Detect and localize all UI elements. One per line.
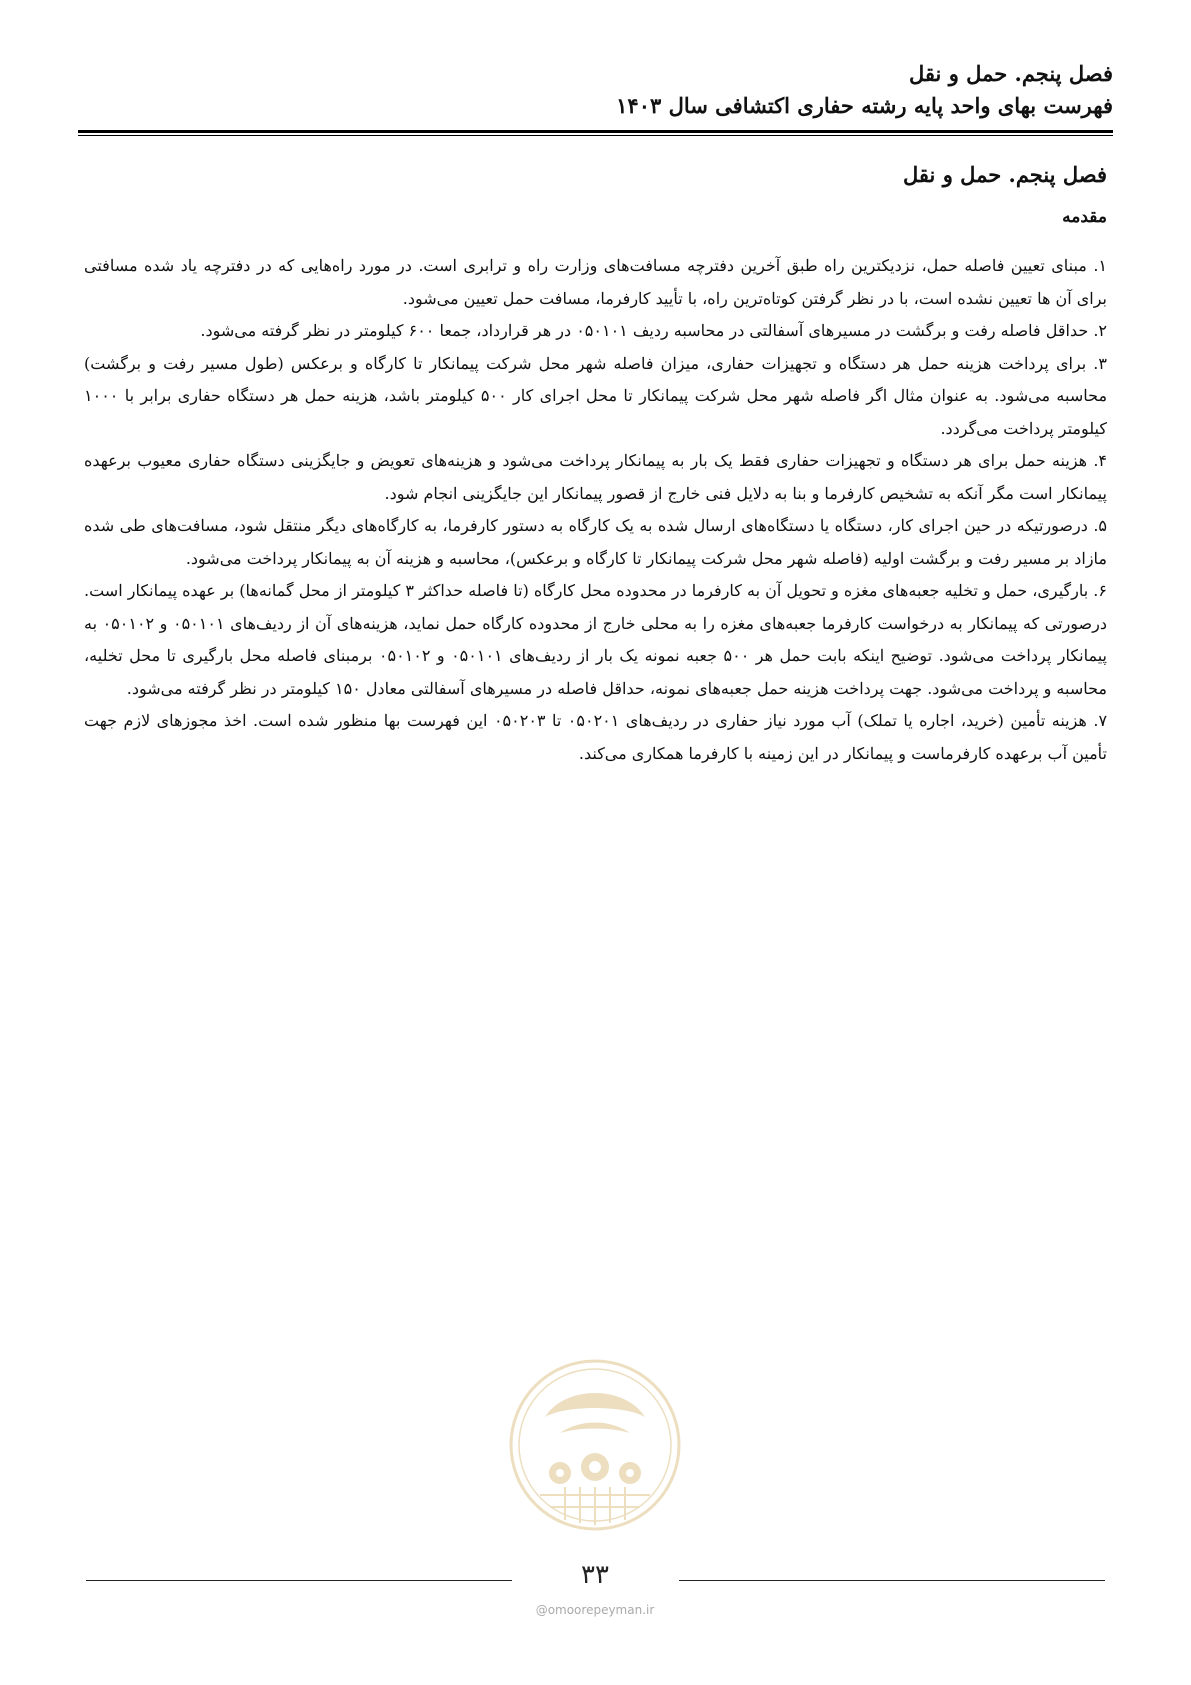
page-header (78, 58, 1113, 122)
intro-heading: مقدمه (1062, 207, 1107, 227)
paragraph-4: ۴. هزینه حمل برای هر دستگاه و تجهیزات حفاری فقط یک بار به پیمانکار پرداخت می‌شود و هزینه‌های تعویض و جایگزینی دستگاه حفاری معیوب برعهده پیمانکار است مگر آنکه به تشخیص کارفرما و بنا به دلایل فنی خارج از قصور پیمانکار این جایگزینی انجام شود. (84, 451, 1107, 503)
header-chapter-title: فصل پنجم. حمل و نقل (909, 61, 1113, 86)
paragraph-3: ۳. برای پرداخت هزینه حمل هر دستگاه و تجهیزات حفاری، میزان فاصله شهر محل شرکت پیمانکار تا کارگاه و برعکس (طول مسیر رفت و برگشت) محاسبه می‌شود. به عنوان مثال اگر فاصله شهر محل شرکت پیمانکار تا محل اجرای کار ۵۰۰ کیلومتر باشد، هزینه حمل هر دستگاه حفاری برابر با ۱۰۰۰ کیلومتر پرداخت می‌گردد. (84, 353, 1108, 438)
page-content (84, 160, 1107, 770)
watermark-logo-icon (505, 1355, 685, 1535)
section-title: فصل پنجم. حمل و نقل (903, 162, 1107, 187)
header-double-rule (78, 130, 1113, 136)
paragraph-1: ۱. مبنای تعیین فاصله حمل، نزدیکترین راه طبق آخرین دفترچه مسافت‌های وزارت راه و ترابری است. در مورد راه‌هایی که در دفترچه یاد شده مسافتی برای آن ها تعیین نشده است، با در نظر گرفتن کوتاه‌ترین راه، با تأیید کارفرما، مسافت حمل تعیین می‌شود. (84, 256, 1107, 308)
page-number: ۳۳ (581, 1560, 609, 1590)
paragraph-6: ۶. بارگیری، حمل و تخلیه جعبه‌های مغزه و تحویل آن به کارفرما در محدوده محل کارگاه (تا فاصله حداکثر ۳ کیلومتر از محل گمانه‌ها) بر عهده پیمانکار است. درصورتی که پیمانکار به درخواست کارفرما جعبه‌های مغزه را به محلی خارج از محدوده کارگاه حمل نماید، هزینه‌های آن از ردیف‌های ۰۵۰۱۰۱ و ۰۵۰۱۰۲ به پیمانکار پرداخت می‌شود. توضیح اینکه بابت حمل هر ۵۰۰ جعبه نمونه یک بار از ردیف‌های ۰۵۰۱۰۱ و ۰۵۰۱۰۲ برمبنای فاصله محل بارگیری تا محل تخلیه، محاسبه و پرداخت می‌شود. جهت پرداخت هزینه حمل جعبه‌های نمونه، حداقل فاصله در مسیرهای آسفالتی معادل ۱۵۰ کیلومتر در نظر گرفته می‌شود. (84, 581, 1108, 698)
paragraph-2: ۲. حداقل فاصله رفت و برگشت در مسیرهای آسفالتی در محاسبه ردیف ۰۵۰۱۰۱ در هر قرارداد، جمعا ۶۰۰ کیلومتر در نظر گرفته می‌شود. (200, 321, 1107, 340)
paragraph-5: ۵. درصورتیکه در حین اجرای کار، دستگاه یا دستگاه‌های ارسال شده به یک کارگاه به دستور کارفرما، به کارگاه‌های دیگر منتقل شود، مسافت‌های طی شده مازاد بر مسیر رفت و برگشت اولیه (فاصله شهر محل شرکت پیمانکار تا کارگاه و برعکس)، محاسبه و هزینه آن به پیمانکار پرداخت می‌شود. (84, 516, 1107, 568)
header-document-title: فهرست بهای واحد پایه رشته حفاری اکتشافی سال ۱۴۰۳ (616, 93, 1113, 118)
watermark-site-url: @omoorepeyman.ir (535, 1603, 655, 1617)
footer-rule-right (679, 1580, 1105, 1581)
footer-rule-left (86, 1580, 512, 1581)
paragraph-7: ۷. هزینه تأمین (خرید، اجاره یا تملک) آب مورد نیاز حفاری در ردیف‌های ۰۵۰۲۰۱ تا ۰۵۰۲۰۳ این فهرست بها منظور شده است. اخذ مجوزهای لازم جهت تأمین آب برعهده کارفرماست و پیمانکار در این زمینه با کارفرما همکاری می‌کند. (84, 711, 1108, 763)
